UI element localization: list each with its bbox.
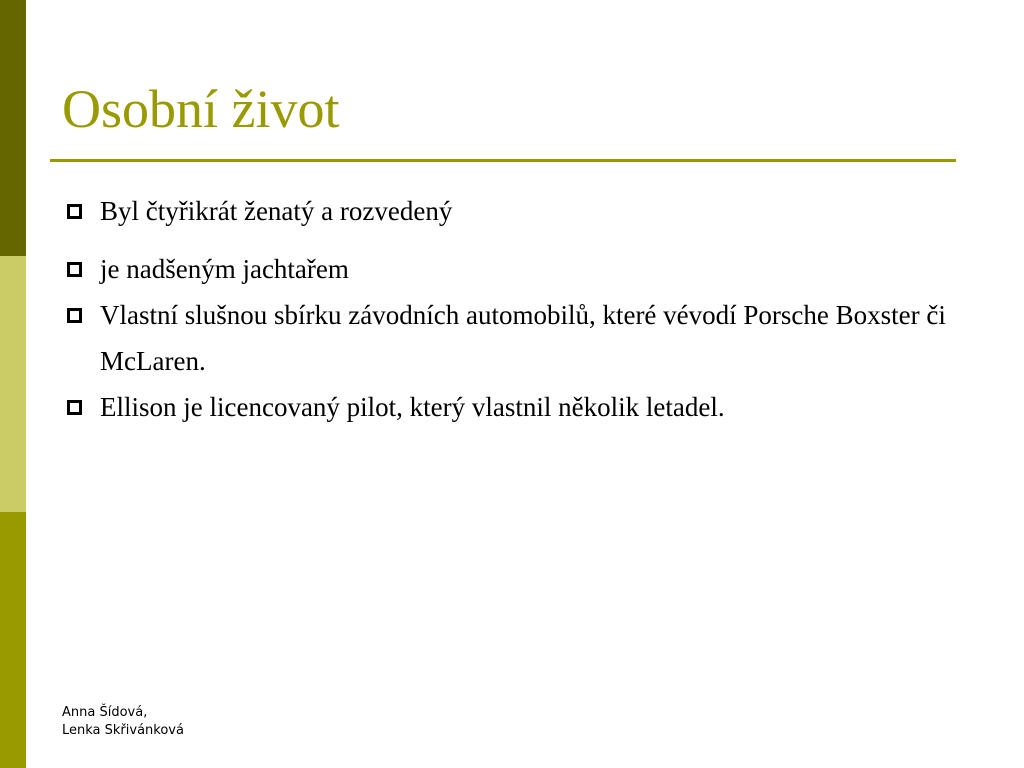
- footer-author-line: Anna Šídová,: [62, 705, 148, 720]
- hollow-square-bullet-icon: [67, 308, 82, 323]
- bullet-text: je nadšeným jachtařem: [100, 254, 349, 284]
- footer-author-line: Lenka Skřivánková: [62, 723, 184, 738]
- bullet-item: [62, 246, 962, 292]
- bullet-item: [62, 384, 962, 430]
- bullet-item: [62, 188, 962, 234]
- hollow-square-bullet-icon: [67, 204, 82, 219]
- hollow-square-bullet-icon: [67, 262, 82, 277]
- bullet-list: [62, 188, 962, 430]
- bullet-text: Vlastní slušnou sbírku závodních automobilů, které vévodí Porsche Boxster či McLaren.: [100, 300, 946, 376]
- side-bar-middle: [0, 256, 26, 512]
- side-bar-top: [0, 0, 26, 256]
- bullet-item: [62, 292, 962, 384]
- side-bar-bottom: [0, 512, 26, 768]
- footer-authors: [62, 704, 184, 740]
- slide-title: Osobní život: [62, 79, 340, 139]
- bullet-text: Byl čtyřikrát ženatý a rozvedený: [100, 196, 453, 226]
- hollow-square-bullet-icon: [67, 400, 82, 415]
- title-underline: [50, 159, 956, 162]
- bullet-text: Ellison je licencovaný pilot, který vlastnil několik letadel.: [100, 392, 725, 422]
